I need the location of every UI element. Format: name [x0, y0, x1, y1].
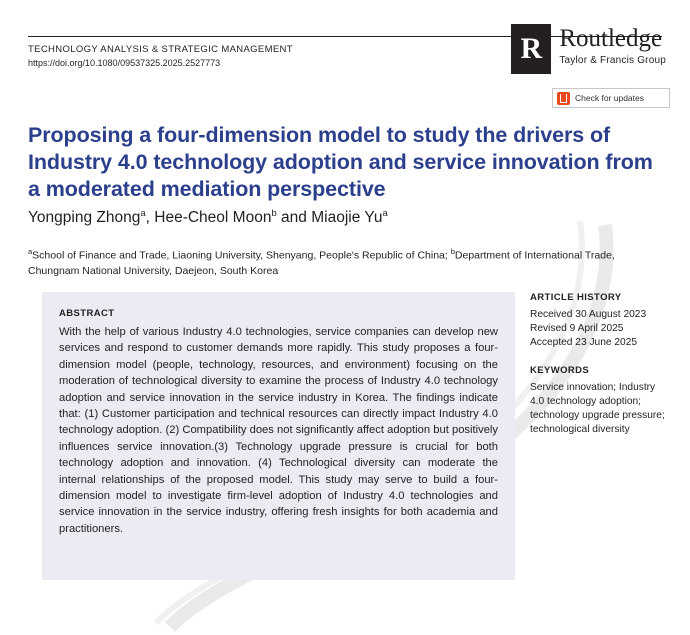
author-marker-2: b	[271, 208, 277, 219]
keywords-heading: KEYWORDS	[530, 364, 590, 376]
affiliation-list	[28, 244, 642, 279]
keywords-text: Service innovation; Industry 4.0 technology adoption; technology upgrade pressure; technological diversity	[530, 381, 665, 436]
keywords-block	[530, 365, 670, 438]
page-title: Proposing a four-dimension model to study the drivers of Industry 4.0 technology adoption and service innovation from a moderated mediation perspective	[28, 123, 653, 201]
abstract-box	[42, 292, 515, 580]
routledge-logo-mark: R	[511, 24, 551, 74]
routledge-logo	[511, 24, 666, 74]
affiliation-marker-b: b	[450, 247, 455, 256]
routledge-logo-tagline: Taylor & Francis Group	[559, 55, 666, 66]
affiliation-text-a: School of Finance and Trade, Liaoning University, Shenyang, People's Republic of China;	[32, 249, 451, 262]
journal-name: TECHNOLOGY ANALYSIS & STRATEGIC MANAGEMENT	[28, 44, 293, 55]
author-separator-1: ,	[145, 209, 155, 227]
abstract-text: With the help of various Industry 4.0 technologies, service companies can develop new services and respond to customer demands more rapidly. This study proposes a four-dimension model (people, technology, resources, and environment) focusing on the moderation of technological diversity to examine the process of Industry 4.0 technology adoption and service innovation in the service industry in Korea. The findings indicate that: (1) Customer participation and technical resources can directly impact Industry 4.0 technology adoption. (2) Compatibility does not significantly affect adoption but positively influences service innovation.(3) Technology upgrade pressure is crucial for both technology adoption and innovation. (4) Technological diversity can moderate the internal relationships of the proposed model. This study may serve to build a four-dimension model to investigate firm-level adoption of Industry 4.0 technologies and service innovation in the service industry, offering fresh insights for both academia and practitioners.	[59, 326, 498, 535]
article-history-accepted: Accepted 23 June 2025	[530, 337, 638, 349]
check-for-updates-label: Check for updates	[575, 93, 644, 103]
article-history-heading: ARTICLE HISTORY	[530, 292, 622, 303]
article-history-received: Received 30 August 2023	[530, 309, 647, 320]
author-name-2: Hee-Cheol Moon	[154, 209, 272, 227]
author-marker-1: a	[140, 208, 146, 219]
article-history-block	[530, 292, 670, 351]
author-list	[28, 208, 658, 227]
journal-header	[28, 44, 448, 68]
abstract-heading: ABSTRACT	[59, 308, 115, 319]
crossmark-icon	[557, 92, 570, 105]
author-conjunction: and	[276, 209, 312, 227]
affiliation-text-b: Department of International Trade, Chungnam National University, Daejeon, South Korea	[28, 249, 615, 277]
author-name-1: Yongping Zhong	[28, 209, 141, 227]
doi-link[interactable]: https://doi.org/10.1080/09537325.2025.2527773	[28, 58, 221, 68]
author-marker-3: a	[382, 208, 388, 219]
check-for-updates-button[interactable]	[552, 88, 670, 108]
routledge-logo-name: Routledge	[559, 25, 663, 52]
author-name-3: Miaojie Yu	[311, 209, 383, 227]
article-history-revised: Revised 9 April 2025	[530, 323, 624, 335]
side-column	[530, 292, 670, 451]
affiliation-marker-a: a	[28, 247, 33, 256]
